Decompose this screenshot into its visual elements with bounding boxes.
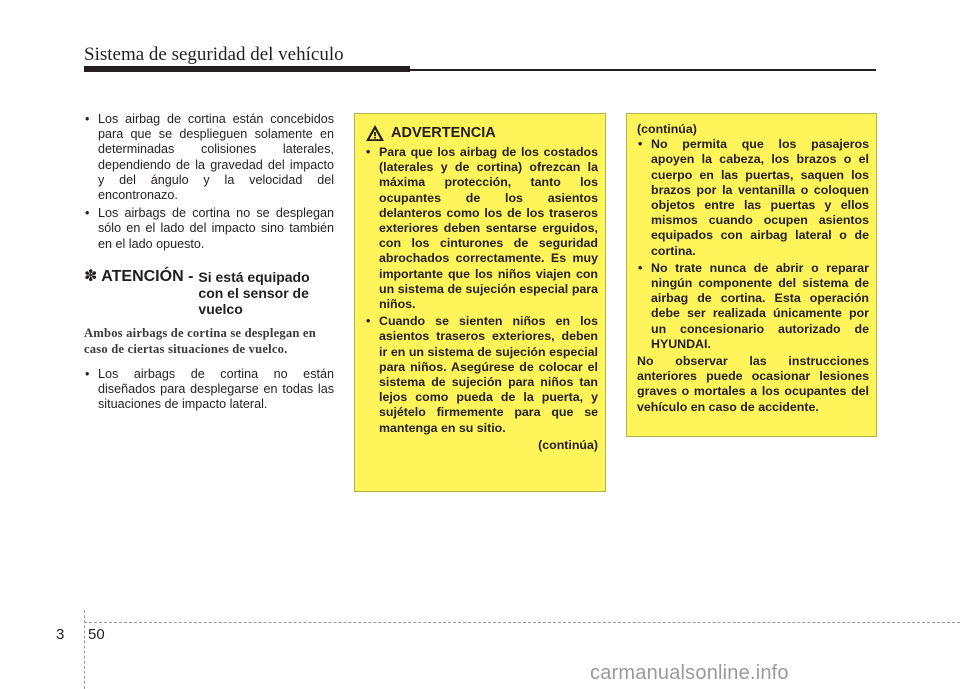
- attention-subtitle: Si está equipado con el sensor de vuelco: [198, 268, 310, 317]
- warning-text-2: [637, 122, 869, 415]
- warning-box-2: [626, 113, 877, 437]
- bullet-item: • Los airbags de cortina no se desplegan sólo en el lado del impacto sino también en el lado opuesto.: [84, 206, 334, 252]
- warning-triangle-icon: [365, 124, 385, 142]
- warning-bullet: • No trate nunca de abrir o reparar ningún componente del sistema de airbag de cortina. Esta operación debe ser realizada únicamente por un concesionario autorizado de HYUNDAI.: [637, 261, 869, 352]
- continued-label: (continúa): [538, 437, 598, 452]
- chapter-number: 3: [56, 626, 65, 643]
- bullet-list-top: [84, 112, 334, 252]
- attention-label: ✽ ATENCIÓN -: [84, 267, 194, 285]
- warning-paragraph: No observar las instrucciones anteriores puede ocasionar lesiones graves o mortales a los ocupantes del vehículo en caso de accidente.: [637, 354, 869, 414]
- warning-title: [365, 124, 598, 142]
- warning-box-1: [354, 113, 606, 492]
- continued-label: (continúa): [637, 122, 697, 136]
- page-header-title: Sistema de seguridad del vehículo: [84, 44, 344, 65]
- attention-body: Ambos airbags de cortina se desplegan en caso de ciertas situaciones de vuelco.: [84, 325, 316, 356]
- warning-bullet: • No permita que los pasajeros apoyen la cabeza, los brazos o el cuerpo en las puertas, saquen los brazos por la ventanilla o coloquen objetos entre las puertas y ellos mismos cuando ocupen asientos equipados con airbag lateral o de cortina.: [637, 137, 869, 259]
- bullet-item: • Los airbag de cortina están concebidos para que se desplieguen solamente en determinadas colisiones laterales, dependiendo de la gravedad del impacto y del ángulo y la velocidad del encontronazo.: [84, 112, 334, 203]
- header-rule-thin: [410, 69, 876, 71]
- watermark-text: carmanualsonline.info: [590, 662, 789, 684]
- warning-title-text: ADVERTENCIA: [391, 125, 496, 141]
- warning-bullets-2: [637, 137, 869, 352]
- header-rule-thick: [84, 66, 410, 72]
- warning-bullet: • Para que los airbag de los costados (laterales y de cortina) ofrezcan la máxima protección, tanto los ocupantes de los asientos delanteros como los de los traseros exteriores deben sentarse erguidos, con los cinturones de seguridad abrochados correctamente. Es muy importante que los niños viajen con un sistema de sujeción especial para niños.: [365, 145, 598, 312]
- warning-bullet: • Cuando se sienten niños en los asientos traseros exteriores, deben ir en un sistema de sujeción especial para niños. Asegúrese de colocar el sistema de sujeción para niños tan lejos como pueda de la puerta, y sujételo firmemente para que se mantenga en su sitio.: [365, 314, 598, 436]
- warning-bullets-1: [365, 145, 598, 436]
- bullet-list-bottom: [84, 367, 334, 413]
- page-number: 50: [88, 626, 105, 643]
- attention-heading: [84, 268, 334, 317]
- footer-divider-horizontal: [84, 622, 960, 623]
- left-column: [84, 112, 334, 415]
- warning-text-1: [365, 145, 598, 453]
- bullet-item: • Los airbags de cortina no están diseñados para desplegarse en todas las situaciones de impacto lateral.: [84, 367, 334, 413]
